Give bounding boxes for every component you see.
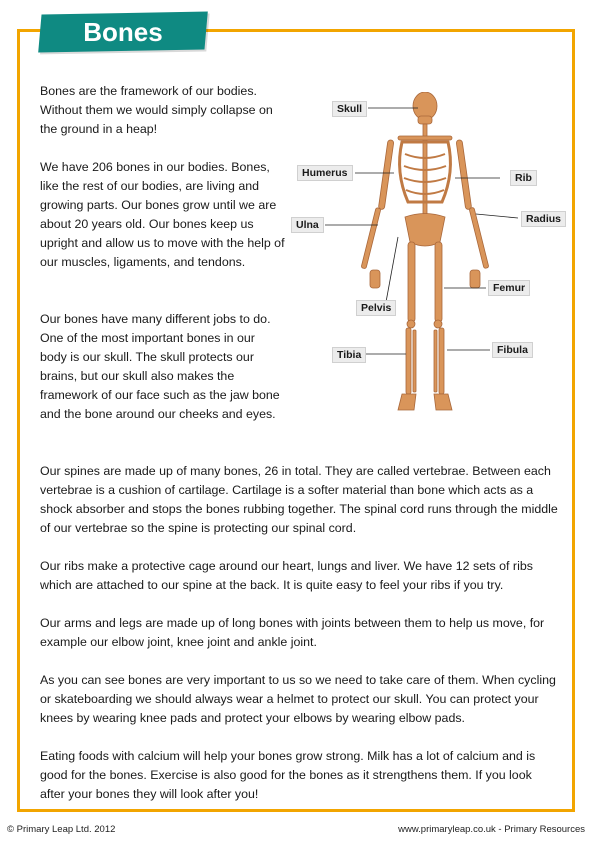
paragraph-ribs: Our ribs make a protective cage around our heart, lungs and liver. We have 12 sets of ribs which are attached to our spine at the back. It is quite easy to feel your ribs if you try. (40, 559, 533, 592)
paragraph-skull: Our bones have many different jobs to do. One of the most important bones in our body is our skull. The skull protects our brains, but our skull also makes the framework of our face such as the jaw bone and the bone around our cheeks and eyes. (40, 312, 280, 421)
footer-copyright: © Primary Leap Ltd. 2012 (7, 824, 116, 835)
paragraph-intro: Bones are the framework of our bodies. Without them we would simply collapse on the ground in a heap! (40, 84, 273, 136)
label-skull: Skull (332, 101, 367, 117)
paragraph-spine: Our spines are made up of many bones, 26 in total. They are called vertebrae. Between each vertebrae is a cushion of cartilage. Cartilage is a softer material than bone which acts as a shock absorber and stops the bones rubbing together. The spinal cord runs through the middle of our vertebrae so the spine is protecting our spinal cord. (40, 464, 558, 535)
label-femur: Femur (488, 280, 530, 296)
label-tibia: Tibia (332, 347, 366, 363)
skeleton-illustration (290, 92, 570, 422)
label-pelvis: Pelvis (356, 300, 396, 316)
paragraph-arms-legs: Our arms and legs are made up of long bones with joints between them to help us move, for example our elbow joint, knee joint and ankle joint. (40, 616, 545, 649)
footer-website-link[interactable]: www.primaryleap.co.uk - Primary Resources (398, 824, 585, 835)
paragraph-206-bones: We have 206 bones in our bodies. Bones, like the rest of our bodies, are living and growing parts. Our bones grow until we are about 20 years old. Our bones keep us upright and allow us to move with the help of our muscles, ligaments, and tendons. (40, 160, 285, 269)
paragraph-protection: As you can see bones are very important to us so we need to take care of them. When cycling or skateboarding we should always wear a helmet to protect our skull. You can protect your knees by wearing knee pads and protect your elbows by wearing elbow pads. (40, 673, 556, 725)
label-rib: Rib (510, 170, 537, 186)
page-title: Bones (83, 17, 163, 47)
label-fibula: Fibula (492, 342, 533, 358)
label-ulna: Ulna (291, 217, 324, 233)
label-humerus: Humerus (297, 165, 353, 181)
label-radius: Radius (521, 211, 566, 227)
paragraph-calcium: Eating foods with calcium will help your bones grow strong. Milk has a lot of calcium and is good for the bones. Exercise is also good for the bones as it strengthens them. If you look after your bones they will look after you! (40, 749, 536, 801)
